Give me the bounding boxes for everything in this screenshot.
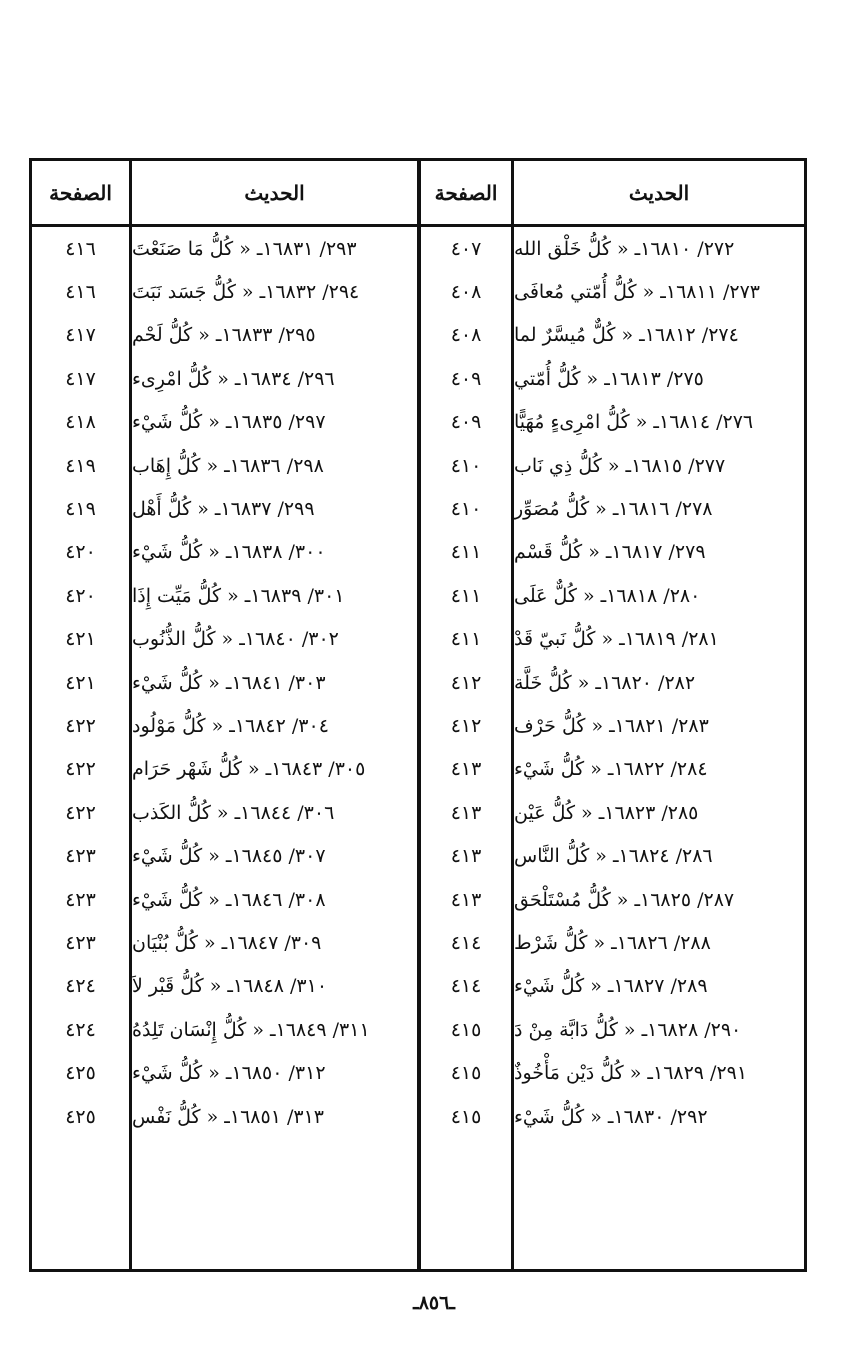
left-hadith-entry: ٣١١/ ١٦٨٤٩ـ « كُلُّ إِنْسَان تَلِدُهُ <box>132 1018 370 1041</box>
right-hadith-entry: ٢٨٠/ ١٦٨١٨ـ « كُلٌّ عَلَى <box>514 584 701 607</box>
right-page-column <box>421 227 511 1138</box>
left-page-cell: ٤١٨ <box>65 411 96 434</box>
left-hadith-entry: ٢٩٧/ ١٦٨٣٥ـ « كُلُّ شَيْء <box>132 411 326 434</box>
right-hadith-entry: ٢٩١/ ١٦٨٢٩ـ « كُلُّ دَيْن مَأْخُوذٌ <box>514 1062 748 1085</box>
right-hadith-entry: ٢٩٠/ ١٦٨٢٨ـ « كُلُّ دَابَّة مِنْ دَ <box>514 1018 742 1041</box>
index-table <box>29 158 807 1272</box>
left-hadith-entry: ٢٩٥/ ١٦٨٣٣ـ « كُلُّ لَحْم <box>132 324 316 347</box>
left-page-cell: ٤٢٢ <box>65 801 96 824</box>
left-page-cell: ٤٢٥ <box>65 1105 96 1128</box>
left-hadith-entry: ٣٠٢/ ١٦٨٤٠ـ « كُلُّ الذُّنُوب <box>132 628 339 651</box>
left-hadith-entry: ٢٩٩/ ١٦٨٣٧ـ « كُلُّ أَهْل <box>132 498 315 521</box>
right-hadith-entry: ٢٨٦/ ١٦٨٢٤ـ « كُلُّ النَّاس <box>514 845 713 868</box>
right-page-cell: ٤١٣ <box>450 758 482 781</box>
left-page-cell: ٤٢٤ <box>65 1018 96 1041</box>
right-hadith-entry: ٢٨٥/ ١٦٨٢٣ـ « كُلُّ عَيْن <box>514 801 699 824</box>
left-hadith-entry: ٢٩٤/ ١٦٨٣٢ـ « كُلُّ جَسَد نَبَتَ <box>132 281 360 304</box>
right-page-cell: ٤٠٧ <box>450 237 482 260</box>
left-hadith-entry: ٣١٣/ ١٦٨٥١ـ « كُلُّ نَفْس <box>132 1105 324 1128</box>
left-page-cell: ٤١٧ <box>65 324 96 347</box>
right-hadith-entry: ٢٧٩/ ١٦٨١٧ـ « كُلُّ قَسْم <box>514 541 706 564</box>
right-hadith-entry: ٢٨١/ ١٦٨١٩ـ « كُلُّ نَبيّ قَدْ <box>514 628 719 651</box>
right-page-cell: ٤١٠ <box>450 498 482 521</box>
left-hadith-entry: ٢٩٨/ ١٦٨٣٦ـ « كُلُّ إِهَاب <box>132 454 324 477</box>
right-hadith-entry: ٢٨٨/ ١٦٨٢٦ـ « كُلُّ شَرْط <box>514 931 711 954</box>
left-hadith-entry: ٣٠٦/ ١٦٨٤٤ـ « كُلُّ الكَذب <box>132 801 335 824</box>
right-page-cell: ٤١٤ <box>450 931 482 954</box>
left-page-cell: ٤١٧ <box>65 367 96 390</box>
right-page-cell: ٤٠٨ <box>450 324 482 347</box>
left-page-cell: ٤٢٤ <box>65 975 96 998</box>
header-left-hadith: الحديث <box>244 180 305 205</box>
left-hadith-entry: ٢٩٣/ ١٦٨٣١ـ « كُلُّ مَا صَنَعْتَ <box>132 237 357 260</box>
right-page-cell: ٤١١ <box>450 541 482 564</box>
left-hadith-entry: ٣٠٠/ ١٦٨٣٨ـ « كُلُّ شَيْء <box>132 541 326 564</box>
left-hadith-entry: ٣٠٥/ ١٦٨٤٣ـ « كُلُّ شَهْر حَرَام <box>132 758 366 781</box>
left-hadith-entry: ٢٩٦/ ١٦٨٣٤ـ « كُلُّ امْرِىء <box>132 367 335 390</box>
page-number: ـ٨٥٦ـ <box>413 1292 455 1314</box>
right-page-cell: ٤٠٩ <box>450 367 482 390</box>
header-left-page: الصفحة <box>49 180 112 205</box>
left-page-column <box>32 227 129 1138</box>
right-page-cell: ٤١٥ <box>450 1062 482 1085</box>
right-page-cell: ٤١١ <box>450 628 482 651</box>
right-page-cell: ٤١٢ <box>450 714 482 737</box>
right-page-cell: ٤١٥ <box>450 1105 482 1128</box>
right-page-cell: ٤٠٨ <box>450 281 482 304</box>
left-page-cell: ٤٢٣ <box>65 931 96 954</box>
left-page-cell: ٤٢٢ <box>65 758 96 781</box>
left-hadith-entry: ٣٠٩/ ١٦٨٤٧ـ « كُلُّ بُنْيَان <box>132 931 322 954</box>
right-page-cell: ٤١٣ <box>450 801 482 824</box>
left-page-cell: ٤١٩ <box>65 454 96 477</box>
right-hadith-entry: ٢٧٤/ ١٦٨١٢ـ « كُلٌّ مُيسَّرٌ لما <box>514 324 739 347</box>
header-right-page: الصفحة <box>434 180 498 205</box>
left-page-cell: ٤٢٠ <box>65 584 96 607</box>
left-hadith-entry: ٣٠٣/ ١٦٨٤١ـ « كُلُّ شَيْء <box>132 671 326 694</box>
left-hadith-entry: ٣٠٨/ ١٦٨٤٦ـ « كُلُّ شَيْء <box>132 888 326 911</box>
left-page-cell: ٤١٦ <box>65 237 96 260</box>
left-page-cell: ٤١٦ <box>65 281 96 304</box>
right-hadith-column <box>514 227 794 1138</box>
left-page-cell: ٤٢٣ <box>65 888 96 911</box>
right-page-cell: ٤١٢ <box>450 671 482 694</box>
right-page-cell: ٤١٥ <box>450 1018 482 1041</box>
right-hadith-entry: ٢٧٦/ ١٦٨١٤ـ « كُلُّ امْرِىءٍ مُهَيًّا <box>514 411 754 434</box>
right-page-cell: ٤١٣ <box>450 845 482 868</box>
right-hadith-entry: ٢٩٢/ ١٦٨٣٠ـ « كُلُّ شَيْء <box>514 1105 708 1128</box>
left-hadith-entry: ٣١٢/ ١٦٨٥٠ـ « كُلُّ شَيْء <box>132 1062 326 1085</box>
right-hadith-entry: ٢٨٣/ ١٦٨٢١ـ « كُلُّ حَرْف <box>514 714 709 737</box>
right-page-cell: ٤١٣ <box>450 888 482 911</box>
right-page-cell: ٤٠٩ <box>450 411 482 434</box>
left-hadith-column <box>132 227 409 1138</box>
right-hadith-entry: ٢٨٧/ ١٦٨٢٥ـ « كُلُّ مُسْتَلْحَق <box>514 888 735 911</box>
right-page-cell: ٤١٠ <box>450 454 482 477</box>
left-page-cell: ٤٢٥ <box>65 1062 96 1085</box>
left-hadith-entry: ٣٠٧/ ١٦٨٤٥ـ « كُلُّ شَيْء <box>132 845 326 868</box>
left-page-cell: ٤٢١ <box>65 628 96 651</box>
left-page-cell: ٤٢١ <box>65 671 96 694</box>
right-hadith-entry: ٢٨٤/ ١٦٨٢٢ـ « كُلُّ شَيْء <box>514 758 708 781</box>
left-page-cell: ٤٢٠ <box>65 541 96 564</box>
right-hadith-entry: ٢٧٨/ ١٦٨١٦ـ « كُلُّ مُصَوِّر <box>514 498 713 521</box>
left-page-cell: ٤٢٣ <box>65 845 96 868</box>
right-hadith-entry: ٢٧٥/ ١٦٨١٣ـ « كُلُّ أُمّتي <box>514 367 704 390</box>
left-hadith-entry: ٣٠١/ ١٦٨٣٩ـ « كُلُّ مَيِّت إِذَا <box>132 584 345 607</box>
right-hadith-entry: ٢٨٩/ ١٦٨٢٧ـ « كُلُّ شَيْء <box>514 975 708 998</box>
left-page-cell: ٤٢٢ <box>65 714 96 737</box>
right-page-cell: ٤١٤ <box>450 975 482 998</box>
right-page-cell: ٤١١ <box>450 584 482 607</box>
right-hadith-entry: ٢٨٢/ ١٦٨٢٠ـ « كُلُّ خَلَّة <box>514 671 696 694</box>
right-hadith-entry: ٢٧٣/ ١٦٨١١ـ « كُلُّ أُمّتي مُعافَى <box>514 281 760 304</box>
left-page-cell: ٤١٩ <box>65 498 96 521</box>
left-hadith-entry: ٣١٠/ ١٦٨٤٨ـ « كُلُّ قَبْر لاَ <box>132 975 328 998</box>
left-hadith-entry: ٣٠٤/ ١٦٨٤٢ـ « كُلُّ مَوْلُود <box>132 714 329 737</box>
right-hadith-entry: ٢٧٢/ ١٦٨١٠ـ « كُلُّ خَلْق الله <box>514 237 735 260</box>
right-hadith-entry: ٢٧٧/ ١٦٨١٥ـ « كُلُّ ذِي نَاب <box>514 454 726 477</box>
header-right-hadith: الحديث <box>628 180 690 205</box>
